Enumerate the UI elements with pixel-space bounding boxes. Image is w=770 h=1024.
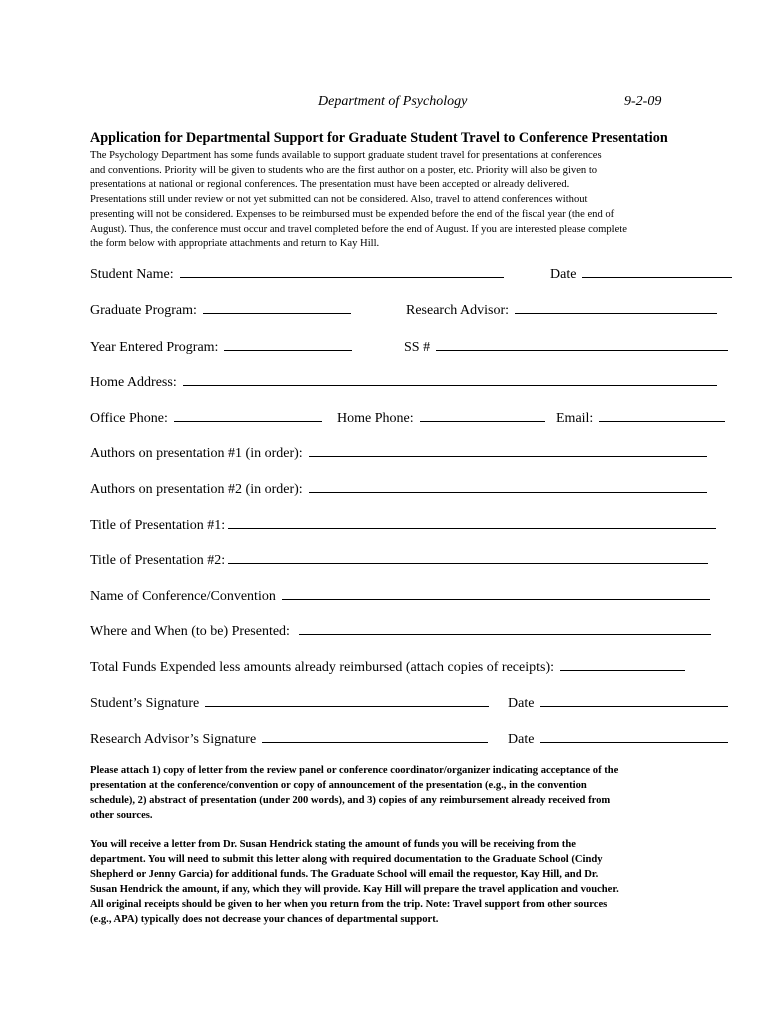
advisor-signature-label: Research Advisor’s Signature [90,732,257,747]
advisor-signature-date-field [508,730,728,748]
email-label: Email: [556,411,594,426]
note-line: department. You will need to submit this letter along with required documentation to the Graduate School (Cindy [90,854,603,865]
year-entered-blank[interactable] [224,338,352,351]
authors-1-label: Authors on presentation #1 (in order): [90,446,303,461]
home-phone-field [337,409,545,427]
office-phone-blank[interactable] [174,409,322,422]
conference-label: Name of Conference/Convention [90,589,276,604]
intro-line: presenting will not be considered. Expenses to be reimbursed must be expended before the end of the fiscal year (the end of [90,208,615,220]
year-entered-field [90,338,352,356]
intro-line: August). Thus, the conference must occur and travel completed before the end of August. If you are interested please complete [90,223,627,235]
conference-field [90,587,710,605]
home-address-blank[interactable] [183,373,717,386]
student-signature-field [90,694,489,712]
home-address-field [90,373,717,391]
total-funds-label: Total Funds Expended less amounts already reimbursed (attach copies of receipts): [90,660,554,675]
student-name-label: Student Name: [90,267,174,282]
title-2-label: Title of Presentation #2: [90,553,226,568]
authors-2-label: Authors on presentation #2 (in order): [90,482,303,497]
student-signature-date-label: Date [508,696,535,711]
research-advisor-label: Research Advisor: [406,303,510,318]
intro-paragraph [90,149,740,252]
total-funds-blank[interactable] [560,658,685,671]
home-address-label: Home Address: [90,375,177,390]
ss-field [404,338,728,356]
student-signature-label: Student’s Signature [90,696,200,711]
date-label: Date [550,267,577,282]
note-line: other sources. [90,810,153,821]
title-2-field [90,551,708,569]
ss-blank[interactable] [436,338,728,351]
date-field [550,265,732,283]
student-name-field [90,265,504,283]
advisor-signature-field [90,730,488,748]
email-field [556,409,725,427]
where-when-blank[interactable] [299,622,711,635]
title-2-blank[interactable] [228,551,708,564]
authors-1-field [90,444,707,462]
funding-letter-note [90,837,740,927]
ss-label: SS # [404,340,431,355]
note-line: You will receive a letter from Dr. Susan Hendrick stating the amount of funds you will be receiving from the [90,839,576,850]
note-line: Shepherd or Jenny Garcia) for additional funds. The Graduate School will email the requestor, Kay Hill, and Dr. [90,869,599,880]
authors-2-field [90,480,707,498]
graduate-program-label: Graduate Program: [90,303,197,318]
department-header: Department of Psychology [318,94,468,109]
email-blank[interactable] [599,409,725,422]
where-when-label: Where and When (to be) Presented: [90,624,290,639]
home-phone-blank[interactable] [420,409,545,422]
advisor-signature-date-blank[interactable] [540,730,728,743]
note-line: (e.g., APA) typically does not decrease your chances of departmental support. [90,914,439,925]
graduate-program-blank[interactable] [203,301,351,314]
note-line: Susan Hendrick the amount, if any, which they will provide. Kay Hill will prepare the travel application and voucher. [90,884,619,895]
authors-2-blank[interactable] [309,480,707,493]
office-phone-label: Office Phone: [90,411,168,426]
authors-1-blank[interactable] [309,444,707,457]
title-1-blank[interactable] [228,516,716,529]
intro-line: Presentations still under review or not yet submitted can not be considered. Also, travel to attend conferences without [90,194,588,206]
advisor-signature-date-label: Date [508,732,535,747]
advisor-signature-blank[interactable] [262,730,488,743]
form-title: Application for Departmental Support for Graduate Student Travel to Conference Presentation [90,130,668,146]
graduate-program-field [90,301,351,319]
title-1-field [90,516,716,534]
student-signature-date-blank[interactable] [540,694,728,707]
note-line: All original receipts should be given to her when you return from the trip. Note: Travel support from other sources [90,899,608,910]
intro-line: The Psychology Department has some funds available to support graduate student travel for presentations at conferences [90,150,602,161]
student-signature-blank[interactable] [205,694,489,707]
intro-line: the form below with appropriate attachments and return to Kay Hill. [90,238,380,250]
research-advisor-blank[interactable] [515,301,717,314]
attachments-note [90,763,740,823]
home-phone-label: Home Phone: [337,411,414,426]
revision-date: 9-2-09 [624,94,662,109]
note-line: presentation at the conference/convention or copy of announcement of the presentation (e.g., in the convention [90,780,587,791]
note-line: schedule), 2) abstract of presentation (under 200 words), and 3) copies of any reimbursement already received from [90,795,611,806]
student-signature-date-field [508,694,728,712]
office-phone-field [90,409,322,427]
conference-blank[interactable] [282,587,710,600]
total-funds-field [90,658,685,676]
title-1-label: Title of Presentation #1: [90,518,226,533]
note-line: Please attach 1) copy of letter from the review panel or conference coordinator/organizer indicating acceptance of the [90,765,619,776]
date-blank[interactable] [582,265,732,278]
intro-line: and conventions. Priority will be given to students who are the first author on a poster, etc. Priority will also be given to [90,164,598,176]
research-advisor-field [406,301,717,319]
student-name-blank[interactable] [180,265,504,278]
where-when-field [90,622,711,640]
year-entered-label: Year Entered Program: [90,340,219,355]
intro-line: presentations at national or regional conferences. The presentation must have been accepted or already delivered. [90,179,570,191]
